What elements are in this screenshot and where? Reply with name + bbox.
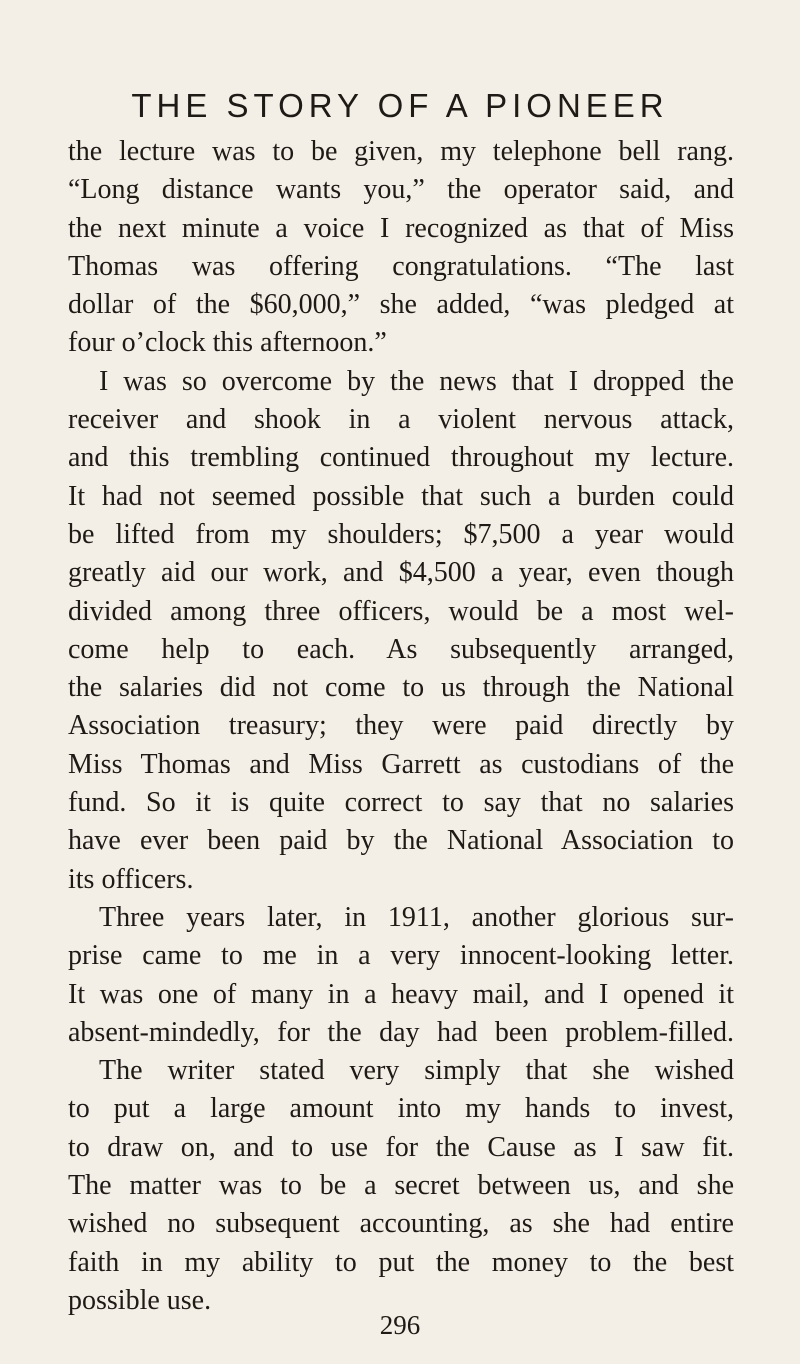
- text-line: wished no subsequent accounting, as she had entire: [68, 1208, 734, 1240]
- text-line: to put a large amount into my hands to invest,: [68, 1093, 734, 1125]
- text-line: Association treasury; they were paid directly by: [68, 710, 734, 742]
- running-head: THE STORY OF A PIONEER: [131, 87, 669, 124]
- text-line: come help to each. As subsequently arranged,: [68, 633, 734, 665]
- text-line: faith in my ability to put the money to the best: [68, 1246, 734, 1278]
- body-text: [68, 133, 734, 1320]
- text-line: the next minute a voice I recognized as that of Miss: [68, 212, 734, 244]
- text-line: dollar of the $60,000,” she added, “was pledged at: [68, 289, 734, 321]
- text-line: the salaries did not come to us through the National: [68, 672, 734, 704]
- text-line: The writer stated very simply that she wished: [99, 1055, 734, 1087]
- text-line: Miss Thomas and Miss Garrett as custodians of the: [68, 748, 734, 780]
- text-line: Thomas was offering congratulations. “The last: [68, 250, 734, 282]
- page-number: 296: [379, 1310, 421, 1340]
- text-line: fund. So it is quite correct to say that no salaries: [68, 787, 734, 819]
- text-line: be lifted from my shoulders; $7,500 a year would: [68, 518, 734, 550]
- text-line: “Long distance wants you,” the operator said, and: [68, 174, 734, 206]
- text-line: to draw on, and to use for the Cause as I saw fit.: [68, 1131, 734, 1163]
- text-line: possible use.: [68, 1284, 212, 1316]
- text-line: The matter was to be a secret between us, and she: [68, 1170, 734, 1202]
- text-line: four o’clock this afternoon.”: [68, 327, 387, 359]
- text-line: the lecture was to be given, my telephone bell rang.: [68, 136, 734, 167]
- text-line: have ever been paid by the National Association to: [68, 825, 734, 857]
- text-line: divided among three officers, would be a most wel-: [68, 595, 734, 627]
- text-line: prise came to me in a very innocent-looking letter.: [68, 940, 734, 972]
- text-line: greatly aid our work, and $4,500 a year, even though: [68, 557, 734, 589]
- text-line: It was one of many in a heavy mail, and I opened it: [68, 978, 734, 1010]
- text-line: Three years later, in 1911, another glorious sur-: [99, 901, 734, 933]
- text-line: I was so overcome by the news that I dropped the: [99, 365, 734, 397]
- text-line: receiver and shook in a violent nervous attack,: [68, 404, 734, 436]
- text-line: It had not seemed possible that such a burden could: [68, 480, 734, 512]
- text-line: and this trembling continued throughout my lecture.: [68, 442, 734, 474]
- text-line: its officers.: [68, 863, 194, 895]
- text-line: absent-mindedly, for the day had been problem-filled.: [68, 1016, 734, 1048]
